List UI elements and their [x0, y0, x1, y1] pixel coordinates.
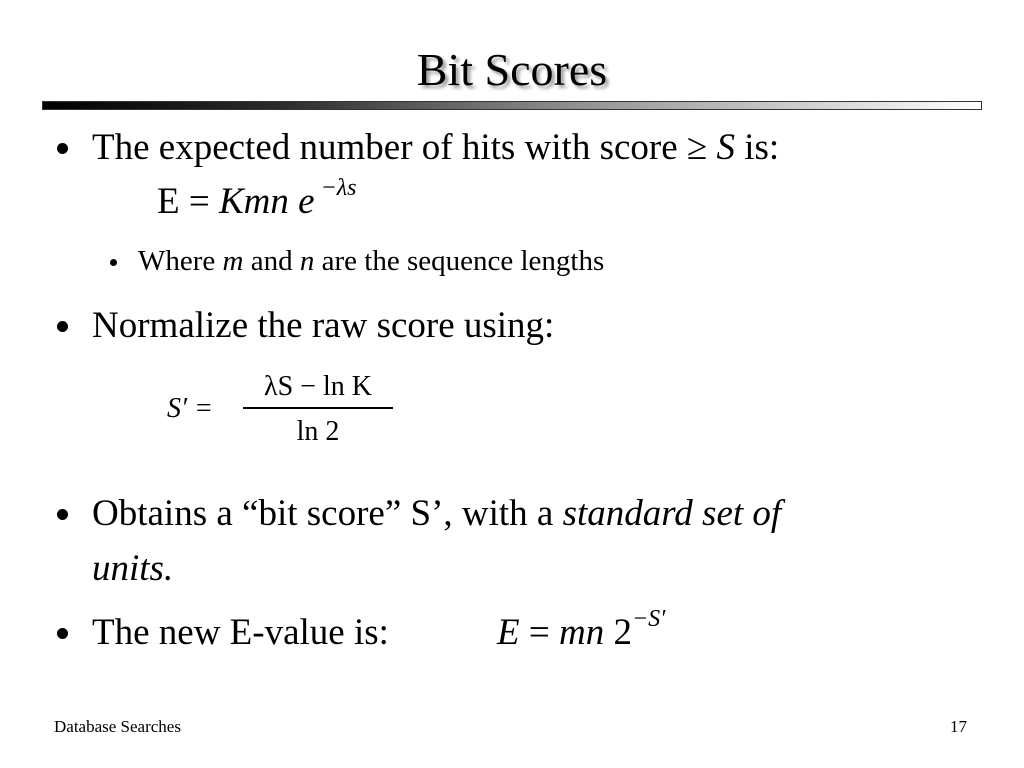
- bullet-normalize: Normalize the raw score using:: [92, 305, 555, 346]
- title-divider: [42, 101, 982, 110]
- formula-exponent: −S′: [631, 606, 666, 632]
- sub-text-pre: Where: [138, 245, 223, 277]
- formula-e: e: [288, 181, 315, 222]
- bullet-expected-hits: [92, 126, 779, 170]
- bullet-marker: [57, 143, 68, 154]
- sub-text-post: are the sequence lengths: [314, 245, 605, 277]
- formula-mn: mn: [558, 612, 605, 653]
- formula-denominator: ln 2: [296, 416, 340, 447]
- bullet-tail: is:: [734, 127, 780, 168]
- bullet-bit-score-cont: [92, 547, 173, 591]
- bullet-text: Obtains a “bit score” S’, with a: [92, 493, 563, 534]
- formula-expected: [157, 175, 357, 223]
- formula-e-var: E: [497, 612, 520, 653]
- page-number: 17: [950, 717, 967, 736]
- variable-m: m: [222, 245, 244, 277]
- bullet-text: The expected number of hits with score ≥: [92, 127, 717, 168]
- fraction-bar: [243, 407, 393, 409]
- bullet-marker: [57, 509, 68, 520]
- formula-kmn: Kmn: [218, 181, 289, 222]
- bullet-marker: [57, 321, 68, 332]
- formula-new-evalue: [497, 606, 666, 659]
- formula-equals: =: [519, 612, 559, 653]
- bullet-marker: [57, 628, 68, 639]
- sub-bullet-marker: [110, 259, 117, 266]
- formula-two: 2: [604, 612, 632, 653]
- sub-text-mid: and: [243, 245, 300, 277]
- variable-s: S: [716, 127, 735, 168]
- formula-exponent: −λs: [320, 175, 357, 201]
- variable-n: n: [299, 245, 315, 277]
- sub-bullet-lengths: [138, 243, 604, 279]
- bullet-bit-score: [92, 492, 781, 536]
- bullet-emphasis: standard set of: [562, 493, 782, 534]
- bullet-emphasis-cont: units.: [92, 548, 174, 589]
- formula-lhs: E =: [157, 181, 219, 222]
- slide-title: Bit Scores: [416, 44, 608, 95]
- formula-numerator: λS − ln K: [264, 371, 372, 402]
- formula-bitscore-lhs: S′ =: [167, 393, 214, 424]
- footer-title: Database Searches: [54, 717, 181, 736]
- bullet-new-evalue: The new E-value is:: [92, 612, 389, 653]
